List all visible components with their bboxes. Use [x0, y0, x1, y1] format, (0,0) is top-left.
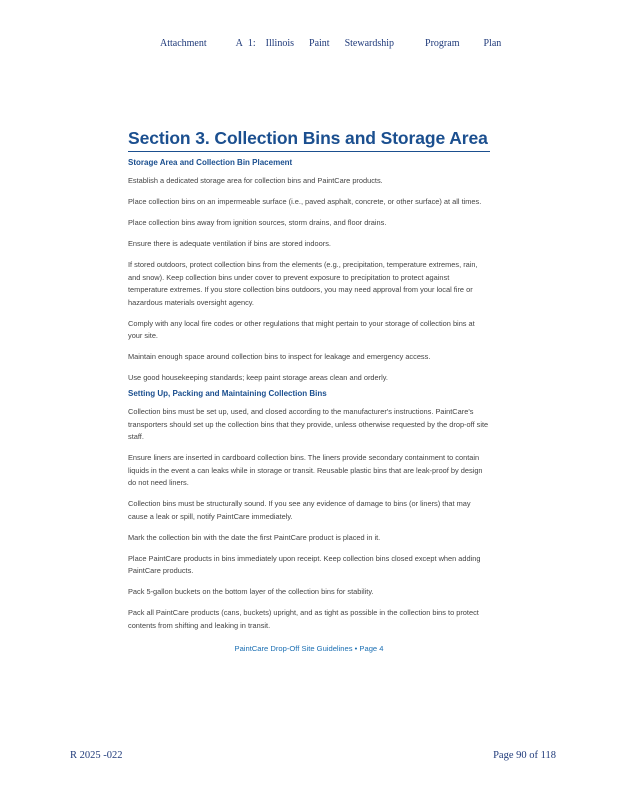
document-id: R 2025 -022: [70, 750, 123, 761]
paragraph: Collection bins must be set up, used, and closed according to the manufacturer's instructions. PaintCare's transporters should set up the collection bins that they provide, unless otherwise requested by the drop-off site staff.: [128, 407, 489, 441]
header-word: Program: [425, 38, 460, 49]
paragraph: Place PaintCare products in bins immediately upon receipt. Keep collection bins closed except when adding PaintCare products.: [128, 553, 481, 575]
paragraph: Use good housekeeping standards; keep paint storage areas clean and orderly.: [128, 373, 388, 382]
paragraph: Comply with any local fire codes or other regulations that might pertain to your storage of collection bins at your site.: [128, 318, 475, 340]
header-word: 1:: [247, 38, 256, 49]
paragraph: Mark the collection bin with the date the first PaintCare product is placed in it.: [128, 532, 381, 542]
header-word: Plan: [483, 38, 502, 49]
paragraph: If stored outdoors, protect collection bins from the elements (e.g., precipitation, temperature extremes, rain, and snow). Keep collection bins under cover to prevent exposure to precipitation to protect against temperature extremes. If you store collection bins outdoors, you may need approval from your local fire or hazardous materials oversight agency.: [128, 260, 478, 307]
paragraph: Ensure liners are inserted in cardboard collection bins. The liners provide secondary containment to contain liquids in the event a can leaks while in storage or transit. Reusable plastic bins that are leak-proof by design do not need liners.: [128, 453, 483, 487]
paragraph: Place collection bins on an impermeable surface (i.e., paved asphalt, concrete, or other surface) at all times.: [128, 197, 482, 206]
paragraph: Place collection bins away from ignition sources, storm drains, and floor drains.: [128, 218, 387, 227]
header-word: Attachment: [160, 38, 207, 49]
paragraph: Maintain enough space around collection bins to inspect for leakage and emergency access.: [128, 352, 431, 361]
paragraph: Pack 5-gallon buckets on the bottom layer of the collection bins for stability.: [128, 587, 374, 596]
paragraph: Collection bins must be structurally sound. If you see any evidence of damage to bins (or liners) that may cause a leak or spill, notify PaintCare immediately.: [128, 499, 471, 521]
paragraph: Pack all PaintCare products (cans, buckets) upright, and as tight as possible in the collection bins to protect contents from shifting and leaking in transit.: [128, 608, 479, 630]
paragraph: Ensure there is adequate ventilation if bins are stored indoors.: [128, 239, 331, 248]
paragraph: Establish a dedicated storage area for collection bins and PaintCare products.: [128, 176, 383, 185]
section-heading: Storage Area and Collection Bin Placement: [128, 158, 293, 167]
header-word: A: [235, 38, 243, 49]
running-header: [160, 38, 501, 49]
header-word: Stewardship: [344, 38, 395, 49]
page-number: Page 90 of 118: [493, 750, 556, 761]
section-heading: Setting Up, Packing and Maintaining Collection Bins: [128, 389, 327, 398]
document-body: [128, 128, 490, 641]
header-word: Illinois: [265, 38, 295, 49]
header-word: Paint: [309, 38, 330, 49]
page-footer: PaintCare Drop-Off Site Guidelines • Page 4: [234, 644, 384, 653]
section-title: Section 3. Collection Bins and Storage Area: [128, 128, 490, 152]
